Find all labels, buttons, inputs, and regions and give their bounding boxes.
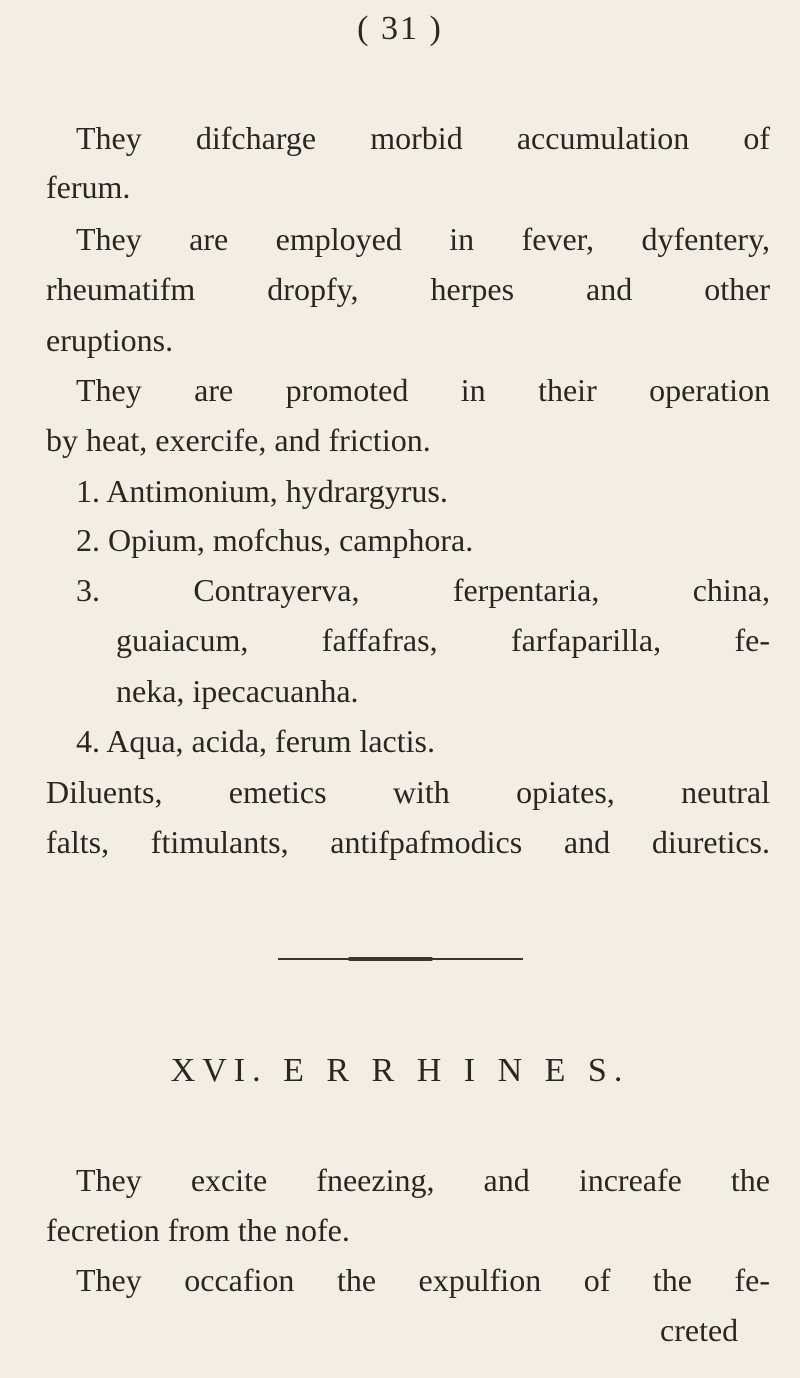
text-line: They excite fneezing, and increafe the	[76, 1162, 770, 1198]
page-number: ( 31 )	[357, 10, 443, 47]
text-line: They difcharge morbid accumulation of	[76, 120, 770, 156]
text-line: They are employed in fever, dyfentery,	[76, 221, 770, 257]
text-line: ferum.	[46, 169, 131, 205]
catchword: creted	[660, 1312, 739, 1348]
section-heading: XVI. E R R H I N E S.	[170, 1052, 630, 1089]
text-line: They are promoted in their operation	[76, 372, 770, 408]
text-line: Diluents, emetics with opiates, neutral	[46, 774, 770, 810]
text-line: fecretion from the nofe.	[46, 1212, 350, 1248]
list-item: 4. Aqua, acida, ferum lactis.	[76, 723, 435, 759]
text-line: falts, ftimulants, antifpafmodics and diuretics.	[46, 824, 770, 860]
list-item: 1. Antimonium, hydrargyrus.	[76, 473, 448, 509]
text-line: They occafion the expulfion of the fe-	[76, 1262, 770, 1298]
text-line: by heat, exercife, and friction.	[46, 422, 431, 458]
text-line: eruptions.	[46, 322, 174, 358]
list-item: 3. Contrayerva, ferpentaria, china,	[76, 572, 770, 608]
text-line: rheumatifm dropfy, herpes and other	[46, 271, 770, 307]
section-divider	[278, 958, 523, 960]
text-line: guaiacum, faffafras, farfaparilla, fe-	[116, 622, 770, 658]
text-line: neka, ipecacuanha.	[116, 673, 359, 709]
list-item: 2. Opium, mofchus, camphora.	[76, 522, 474, 558]
